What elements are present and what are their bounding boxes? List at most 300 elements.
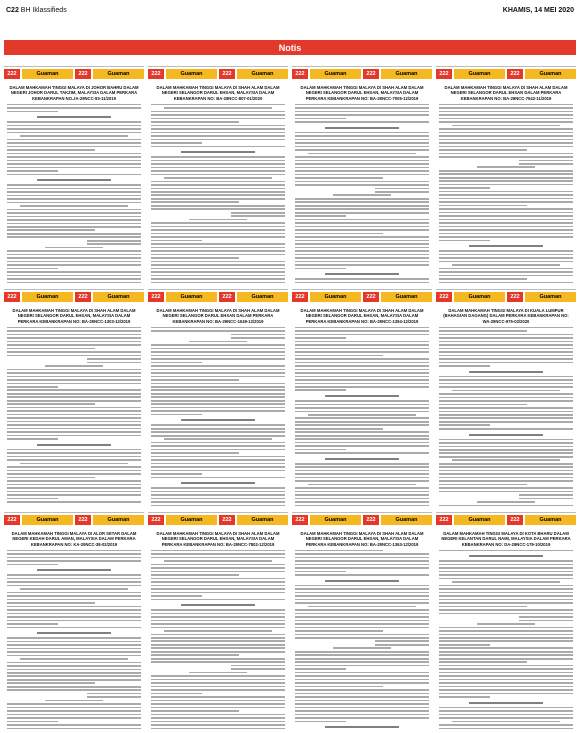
text-line: [151, 167, 285, 169]
text-line: [151, 637, 285, 639]
text-line: [151, 389, 285, 391]
text-line: [151, 372, 285, 374]
text-line: [439, 665, 573, 667]
text-line: [439, 191, 573, 193]
text-line: [151, 501, 285, 503]
text-line: [7, 459, 141, 461]
text-line: [295, 121, 429, 123]
text-line: [439, 355, 573, 357]
category-name: Guaman: [454, 515, 505, 525]
text-line: [151, 473, 202, 475]
text-line: [295, 651, 429, 653]
text-line: [45, 247, 104, 249]
category-code: 222: [4, 292, 20, 302]
text-line: [151, 456, 285, 458]
text-line: [151, 721, 285, 723]
text-line: [231, 212, 285, 214]
text-line: [7, 160, 141, 162]
text-line: [87, 696, 141, 698]
text-line: [295, 623, 429, 625]
text-line: [151, 163, 285, 165]
notice-body-text: [7, 550, 141, 729]
text-line: [151, 365, 285, 367]
text-line: [295, 114, 429, 116]
text-line: [7, 348, 95, 350]
text-line: [189, 672, 248, 674]
text-line: [151, 355, 285, 357]
text-line: [151, 424, 285, 426]
text-line: [151, 261, 285, 263]
text-line: [439, 229, 573, 231]
notice-tags: [148, 513, 288, 527]
text-line: [151, 271, 285, 273]
notice-tags: [436, 290, 576, 304]
text-line: [477, 166, 536, 168]
text-line: [439, 630, 573, 632]
text-line: [439, 487, 573, 489]
text-line: [151, 254, 285, 256]
text-line: [295, 505, 429, 506]
text-line: [439, 417, 573, 419]
text-line: [439, 135, 573, 137]
text-line: [519, 620, 573, 622]
text-line: [295, 703, 429, 705]
text-line: [151, 574, 239, 576]
text-line: [151, 376, 285, 378]
text-line: [295, 592, 429, 594]
text-line: [151, 146, 285, 148]
text-line: [151, 553, 285, 555]
text-line: [151, 278, 285, 280]
text-line: [87, 358, 141, 360]
text-line: [295, 588, 429, 590]
text-line: [231, 337, 285, 339]
text-line: [439, 107, 573, 109]
text-line: [7, 686, 141, 688]
notice-tags: [148, 67, 288, 81]
text-line: [7, 407, 141, 409]
text-line: [439, 463, 573, 465]
text-line: [295, 661, 429, 663]
text-line: [151, 588, 285, 590]
text-line: [7, 195, 141, 197]
text-line: [151, 362, 202, 364]
legal-notice: [4, 66, 144, 283]
category-code: 222: [363, 69, 379, 79]
category-name: Guaman: [237, 69, 288, 79]
notice-tags: [148, 290, 288, 304]
text-line: [295, 355, 383, 357]
text-line: [151, 463, 285, 465]
text-line: [295, 634, 429, 636]
text-line: [20, 135, 127, 137]
text-line: [295, 672, 429, 674]
text-line: [151, 445, 285, 447]
text-line: [439, 484, 527, 486]
text-line: [295, 599, 429, 601]
text-line: [151, 703, 285, 705]
text-line: [439, 180, 573, 182]
text-line: [164, 177, 271, 179]
text-line: [295, 170, 429, 172]
text-line: [295, 404, 429, 406]
text-line: [7, 456, 141, 458]
notice-body-text: [295, 550, 429, 729]
text-line: [151, 640, 285, 642]
text-line: [295, 421, 429, 423]
text-line: [7, 355, 141, 357]
text-line: [439, 717, 573, 719]
category-name: Guaman: [237, 292, 288, 302]
text-line: [7, 174, 141, 176]
text-line: [439, 348, 573, 350]
text-line: [295, 466, 429, 468]
text-line: [151, 275, 285, 277]
text-line: [439, 627, 573, 629]
text-line: [151, 358, 285, 360]
text-line: [151, 268, 285, 270]
text-line: [7, 431, 141, 433]
text-line: [295, 487, 429, 489]
category-name: Guaman: [22, 292, 73, 302]
text-line: [151, 658, 285, 660]
text-line: [295, 435, 429, 437]
notice-title: DALAM MAHKAMAH TINGGI MALAYA DI SHAH ALAM DALAM NEGERI SELANGOR DARUL EHSAN, MALAYSIA DALAM PERKARA KEBANKRAPAN NO: BA-29NCC-1363-12/2019: [300, 531, 424, 547]
text-line: [7, 121, 141, 123]
text-line: [7, 202, 141, 204]
text-line: [151, 505, 285, 506]
text-line: [295, 149, 429, 151]
text-line: [439, 149, 527, 151]
text-line: [439, 724, 573, 726]
category-name: Guaman: [525, 292, 576, 302]
text-line: [375, 188, 429, 190]
text-line: [7, 132, 141, 134]
notice-body-text: [439, 327, 573, 506]
text-line: [295, 553, 429, 555]
text-line: [295, 107, 429, 109]
text-line: [439, 278, 527, 280]
text-line: [439, 142, 573, 144]
text-line: [295, 163, 429, 165]
text-line: [295, 261, 429, 263]
notice-tags: [292, 513, 432, 527]
text-line: [295, 501, 429, 503]
text-line: [7, 264, 141, 266]
category-name: Guaman: [381, 69, 432, 79]
text-line: [439, 334, 573, 336]
text-line: [295, 613, 429, 615]
text-line: [181, 419, 255, 421]
text-line: [151, 452, 239, 454]
text-line: [151, 125, 285, 127]
text-line: [151, 634, 285, 636]
category-code: 222: [219, 69, 235, 79]
text-line: [477, 501, 536, 503]
text-line: [151, 498, 285, 500]
text-line: [295, 226, 429, 228]
text-line: [439, 139, 573, 141]
text-line: [7, 229, 95, 231]
text-line: [295, 620, 429, 622]
text-line: [439, 473, 573, 475]
text-line: [439, 170, 573, 172]
text-line: [20, 205, 127, 207]
text-line: [151, 700, 285, 702]
text-line: [151, 393, 285, 395]
text-line: [295, 369, 429, 371]
legal-notice: [292, 66, 432, 283]
text-line: [37, 116, 111, 118]
text-line: [7, 613, 141, 615]
text-line: [7, 170, 58, 172]
text-line: [231, 215, 285, 217]
text-line: [439, 571, 573, 573]
text-line: [151, 400, 285, 402]
notice-title: DALAM MAHKAMAH TINGGI MALAYA DI ALOR SETAR DALAM NEGERI KEDAH DARUL AMAN, MALAYSIA DALAM PERKARA KEBANKRAPAN NO: KA-29NCC-38-02/2019: [11, 531, 137, 547]
text-line: [295, 201, 429, 203]
category-code: 222: [436, 69, 452, 79]
text-line: [295, 675, 429, 677]
text-line: [151, 428, 285, 430]
text-line: [7, 662, 141, 664]
text-line: [295, 498, 429, 500]
text-line: [439, 153, 573, 155]
text-line: [7, 337, 141, 339]
notice-body-text: [439, 104, 573, 283]
text-line: [7, 163, 141, 165]
text-line: [519, 498, 573, 500]
legal-notice: [4, 512, 144, 729]
text-line: [7, 592, 141, 594]
text-line: [151, 623, 285, 625]
text-line: [295, 668, 346, 670]
text-line: [295, 362, 429, 364]
text-line: [295, 348, 429, 350]
category-code: 222: [363, 515, 379, 525]
text-line: [7, 672, 141, 674]
text-line: [45, 365, 104, 367]
text-line: [7, 648, 141, 650]
text-line: [439, 424, 490, 426]
text-line: [151, 194, 285, 196]
text-line: [439, 233, 573, 235]
text-line: [7, 369, 141, 371]
text-line: [439, 696, 490, 698]
text-line: [151, 578, 285, 580]
text-line: [7, 585, 141, 587]
text-line: [295, 139, 429, 141]
text-line: [439, 282, 573, 283]
text-line: [439, 654, 573, 656]
text-line: [295, 585, 429, 587]
text-line: [439, 146, 573, 148]
text-line: [7, 644, 141, 646]
text-line: [151, 487, 285, 489]
text-line: [87, 240, 141, 242]
text-line: [295, 233, 383, 235]
text-line: [20, 588, 127, 590]
text-line: [308, 153, 415, 155]
text-line: [295, 184, 429, 186]
category-name: Guaman: [454, 69, 505, 79]
category-name: Guaman: [525, 69, 576, 79]
text-line: [295, 407, 429, 409]
text-line: [295, 557, 429, 559]
text-line: [439, 442, 573, 444]
legal-notice: [148, 66, 288, 283]
text-line: [439, 379, 573, 381]
text-line: [325, 395, 399, 397]
text-line: [295, 714, 429, 716]
text-line: [295, 560, 429, 562]
text-line: [519, 494, 573, 496]
text-line: [439, 567, 573, 569]
text-line: [151, 198, 285, 200]
text-line: [151, 369, 285, 371]
text-line: [151, 344, 285, 346]
notice-tags: [436, 513, 576, 527]
category-code: 222: [292, 515, 308, 525]
text-line: [295, 700, 429, 702]
category-code: 222: [292, 292, 308, 302]
notice-title: DALAM MAHKAMAH TINGGI MALAYA DI SHAH ALAM DALAM NEGERI SELANGOR DARUL EHSAN, MALAYSIA DALAM PERKARA KEBANKRAPAN NO: BA-29NCC-1303-12/2019: [12, 308, 136, 324]
text-line: [295, 208, 429, 210]
notice-title: DALAM MAHKAMAH TINGGI MALAYA DI SHAH ALAM DALAM NEGERI SELANGOR DARUL EHSAN DALAM PERKARA KEBANKRAPAN NO: BA-29NCC-1049-12/2019: [156, 308, 280, 324]
category-code: 222: [507, 515, 523, 525]
text-line: [295, 257, 429, 259]
text-line: [439, 275, 573, 277]
text-line: [151, 118, 285, 120]
category-name: Guaman: [93, 292, 144, 302]
text-line: [7, 327, 141, 329]
text-line: [151, 184, 285, 186]
text-line: [45, 700, 104, 702]
text-line: [295, 205, 429, 207]
text-line: [7, 606, 141, 608]
text-line: [439, 668, 573, 670]
text-line: [151, 264, 285, 266]
text-line: [295, 344, 429, 346]
text-line: [295, 567, 429, 569]
text-line: [7, 128, 141, 130]
text-line: [439, 362, 573, 364]
text-line: [295, 445, 429, 447]
text-line: [295, 477, 429, 479]
text-line: [7, 550, 141, 552]
text-line: [439, 477, 573, 479]
text-line: [439, 222, 573, 224]
text-line: [181, 482, 255, 484]
text-line: [7, 111, 58, 113]
text-line: [439, 647, 573, 649]
text-line: [151, 414, 202, 416]
text-line: [7, 330, 141, 332]
text-line: [151, 236, 285, 238]
text-line: [151, 181, 285, 183]
text-line: [7, 602, 95, 604]
text-line: [295, 222, 429, 224]
text-line: [439, 480, 573, 482]
text-line: [7, 564, 58, 566]
text-line: [295, 679, 429, 681]
text-line: [295, 389, 346, 391]
text-line: [295, 571, 346, 573]
notice-tags: [4, 290, 144, 304]
text-line: [7, 553, 141, 555]
notice-tags: [292, 290, 432, 304]
text-line: [439, 208, 573, 210]
category-code: 222: [75, 292, 91, 302]
text-line: [151, 689, 285, 691]
text-line: [87, 243, 141, 245]
text-line: [151, 557, 285, 559]
category-code: 222: [507, 292, 523, 302]
text-line: [439, 407, 573, 409]
legal-notice: [4, 289, 144, 506]
text-line: [7, 724, 141, 726]
text-line: [7, 275, 141, 277]
text-line: [151, 459, 285, 461]
text-line: [439, 198, 573, 200]
legal-notice: [148, 289, 288, 506]
text-line: [7, 271, 141, 273]
text-line: [7, 452, 141, 454]
text-line: [7, 501, 141, 503]
text-line: [295, 424, 429, 426]
text-line: [452, 125, 559, 127]
text-line: [7, 449, 141, 451]
text-line: [151, 693, 202, 695]
text-line: [295, 574, 429, 576]
text-line: [308, 414, 415, 416]
text-line: [295, 386, 429, 388]
notice-tags: [4, 513, 144, 527]
text-line: [7, 477, 95, 479]
text-line: [439, 330, 527, 332]
text-line: [295, 438, 429, 440]
text-line: [439, 240, 490, 242]
text-line: [151, 170, 285, 172]
text-line: [7, 184, 141, 186]
text-line: [151, 205, 285, 207]
text-line: [151, 139, 285, 141]
text-line: [7, 223, 141, 225]
text-line: [7, 616, 141, 618]
text-line: [7, 428, 141, 430]
text-line: [295, 379, 429, 381]
text-line: [295, 710, 429, 712]
text-line: [477, 623, 536, 625]
text-line: [151, 686, 285, 688]
text-line: [7, 620, 141, 622]
text-line: [295, 654, 429, 656]
text-line: [181, 151, 255, 153]
text-line: [151, 710, 239, 712]
text-line: [7, 142, 141, 144]
text-line: [7, 386, 58, 388]
text-line: [7, 414, 141, 416]
text-line: [151, 379, 239, 381]
text-line: [452, 390, 559, 392]
text-line: [295, 334, 429, 336]
legal-notice: [436, 512, 576, 729]
text-line: [7, 209, 141, 211]
notice-tags: [292, 67, 432, 81]
notice-body-text: [295, 327, 429, 506]
notice-title: DALAM MAHKAMAH TINGGI MALAYA DI SHAH ALAM DALAM NEGERI SELANGOR DARUL EHSAN, MALAYSIA DALAM PERKARA KEBANKRAPAN NO: BA-29NCC-1394-12/2019: [300, 308, 424, 324]
text-line: [37, 632, 111, 634]
